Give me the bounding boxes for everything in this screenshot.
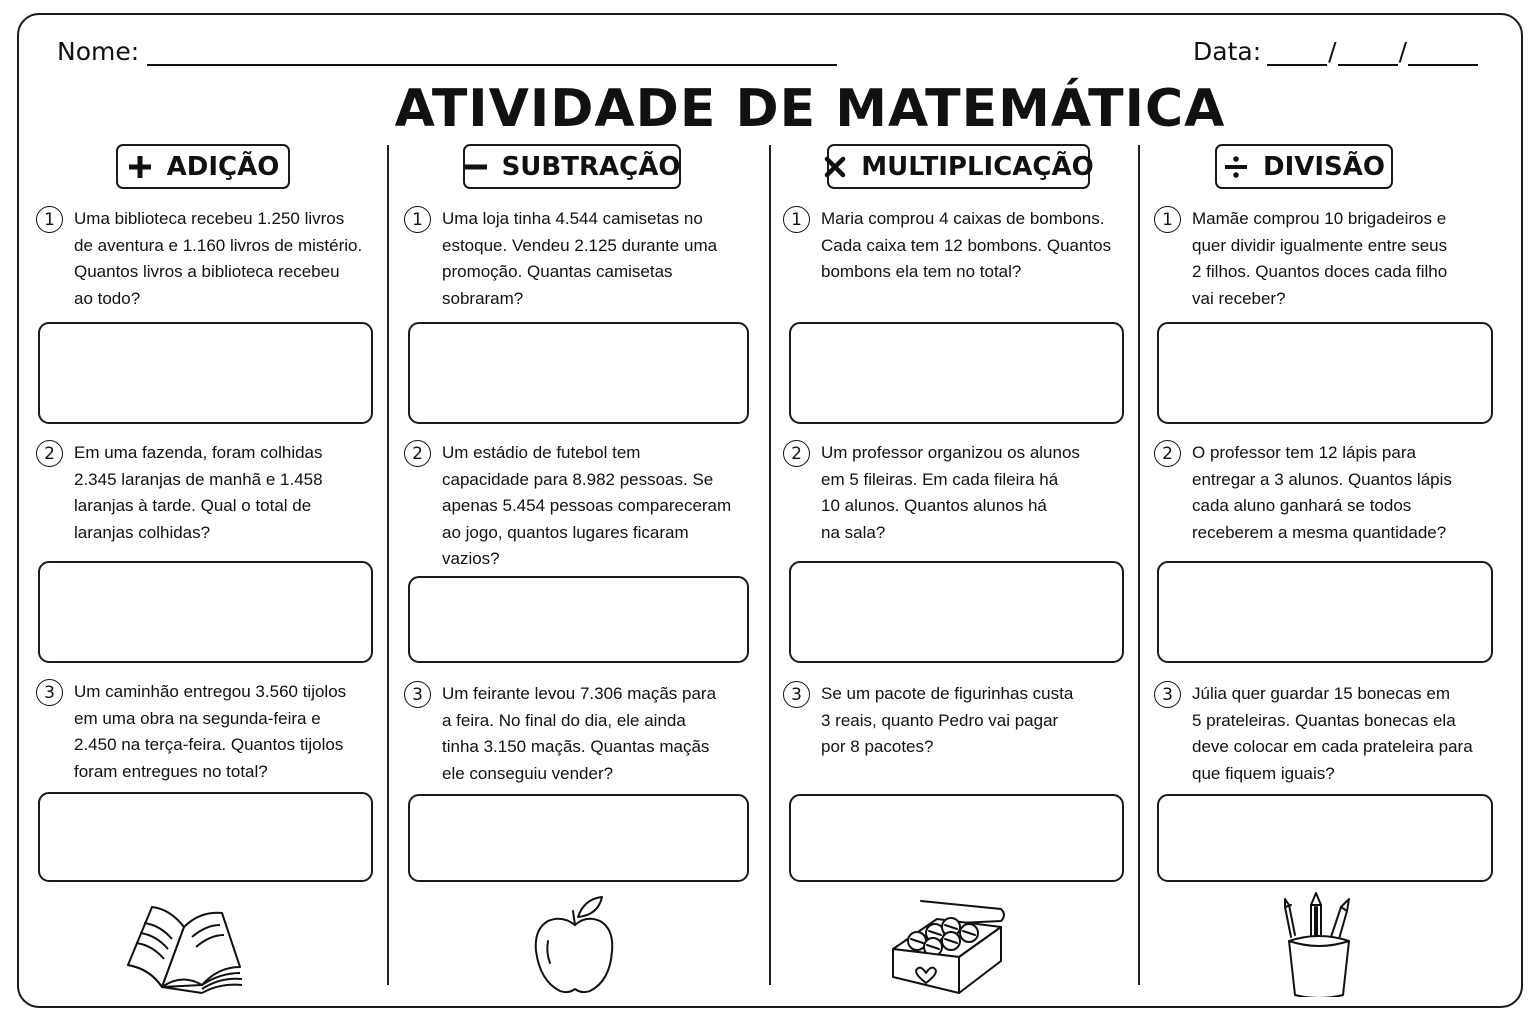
pencil-cup-illustration <box>1281 891 1357 1001</box>
answer-box[interactable] <box>408 576 749 663</box>
answer-box[interactable] <box>408 322 749 424</box>
question-item <box>783 440 1080 546</box>
answer-box[interactable] <box>789 561 1124 663</box>
question-text: Uma loja tinha 4.544 camisetas no estoque. Vendeu 2.125 durante uma promoção. Quantas camisetas sobraram? <box>442 209 718 308</box>
question-number: 2 <box>783 440 810 467</box>
answer-box[interactable] <box>1157 561 1493 663</box>
plus-icon <box>127 154 153 180</box>
question-number: 3 <box>404 681 431 708</box>
section-label: ADIÇÃO <box>166 151 280 182</box>
question-text: Se um pacote de figurinhas custa 3 reais, quanto Pedro vai pagar por 8 pacotes? <box>821 684 1074 756</box>
section-label: SUBTRAÇÃO <box>501 151 681 182</box>
worksheet <box>17 13 1523 1008</box>
question-number: 3 <box>1154 681 1181 708</box>
question-text: Maria comprou 4 caixas de bombons. Cada caixa tem 12 bombons. Quantos bombons ela tem no total? <box>821 209 1112 281</box>
column-divider <box>387 145 389 985</box>
question-item <box>783 206 1111 286</box>
question-text: Um caminhão entregou 3.560 tijolos em uma obra na segunda-feira e 2.450 na terça-feira. Quantos tijolos foram entregues no total? <box>74 682 347 781</box>
question-item <box>783 681 1073 761</box>
question-text: Mamãe comprou 10 brigadeiros e quer dividir igualmente entre seus 2 filhos. Quantos doces cada filho vai receber? <box>1192 209 1448 308</box>
date-label: Data: <box>1193 37 1262 66</box>
column-divider <box>769 145 771 985</box>
section-header-subtracao <box>463 144 681 189</box>
question-number: 1 <box>783 206 810 233</box>
section-label: DIVISÃO <box>1262 151 1385 182</box>
question-number: 3 <box>36 679 63 706</box>
name-label: Nome: <box>57 37 140 66</box>
question-item <box>36 206 362 312</box>
question-number: 2 <box>404 440 431 467</box>
date-month-blank[interactable] <box>1338 40 1398 66</box>
answer-box[interactable] <box>38 792 373 882</box>
answer-box[interactable] <box>789 794 1124 882</box>
name-line[interactable] <box>147 40 837 66</box>
question-text: Júlia quer guardar 15 bonecas em 5 prateleiras. Quantas bonecas ela deve colocar em cada prateleira para que fiquem iguais? <box>1192 684 1473 783</box>
answer-box[interactable] <box>1157 322 1493 424</box>
question-item <box>404 440 731 573</box>
question-text: O professor tem 12 lápis para entregar a 3 alunos. Quantos lápis cada aluno ganhará se todos receberem a mesma quantidade? <box>1192 443 1452 542</box>
date-separator: / <box>1328 37 1337 66</box>
date-field[interactable] <box>1193 37 1478 66</box>
column-divider <box>1138 145 1140 985</box>
page-title: ATIVIDADE DE MATEMÁTICA <box>394 79 1226 139</box>
question-number: 2 <box>36 440 63 467</box>
answer-box[interactable] <box>408 794 749 882</box>
date-day-blank[interactable] <box>1267 40 1327 66</box>
divide-icon <box>1223 154 1249 180</box>
answer-box[interactable] <box>1157 794 1493 882</box>
question-text: Um feirante levou 7.306 maçãs para a feira. No final do dia, ele ainda tinha 3.150 maçãs. Quantas maçãs ele conseguiu vender? <box>442 684 717 783</box>
question-text: Uma biblioteca recebeu 1.250 livros de aventura e 1.160 livros de mistério. Quantos livros a biblioteca recebeu ao todo? <box>74 209 363 308</box>
question-item <box>36 440 323 546</box>
question-text: Um estádio de futebol tem capacidade para 8.982 pessoas. Se apenas 5.454 pessoas compareceram ao jogo, quantos lugares ficaram vazios? <box>442 443 732 568</box>
answer-box[interactable] <box>38 561 373 663</box>
times-icon <box>823 154 847 180</box>
apple-illustration <box>532 895 618 999</box>
question-text: Um professor organizou os alunos em 5 fileiras. Em cada fileira há 10 alunos. Quantos alunos há na sala? <box>821 443 1080 542</box>
question-item <box>36 679 346 785</box>
question-number: 1 <box>1154 206 1181 233</box>
bonbon-box-illustration <box>889 897 1007 1001</box>
question-text: Em uma fazenda, foram colhidas 2.345 laranjas de manhã e 1.458 laranjas à tarde. Qual o total de laranjas colhidas? <box>74 443 323 542</box>
answer-box[interactable] <box>789 322 1124 424</box>
date-separator: / <box>1398 37 1407 66</box>
answer-box[interactable] <box>38 322 373 424</box>
section-header-multiplicacao <box>827 144 1094 189</box>
question-number: 3 <box>783 681 810 708</box>
question-item <box>1154 440 1452 546</box>
section-header-adicao <box>116 144 290 189</box>
question-item <box>404 681 716 787</box>
question-number: 1 <box>36 206 63 233</box>
question-item <box>1154 681 1473 787</box>
minus-icon <box>464 154 488 180</box>
question-item <box>404 206 717 312</box>
section-label: MULTIPLICAÇÃO <box>861 151 1094 182</box>
date-year-blank[interactable] <box>1408 40 1478 66</box>
question-number: 2 <box>1154 440 1181 467</box>
name-field[interactable] <box>57 37 837 66</box>
open-book-illustration <box>122 903 246 1003</box>
question-item <box>1154 206 1447 312</box>
section-header-divisao <box>1215 144 1393 189</box>
question-number: 1 <box>404 206 431 233</box>
